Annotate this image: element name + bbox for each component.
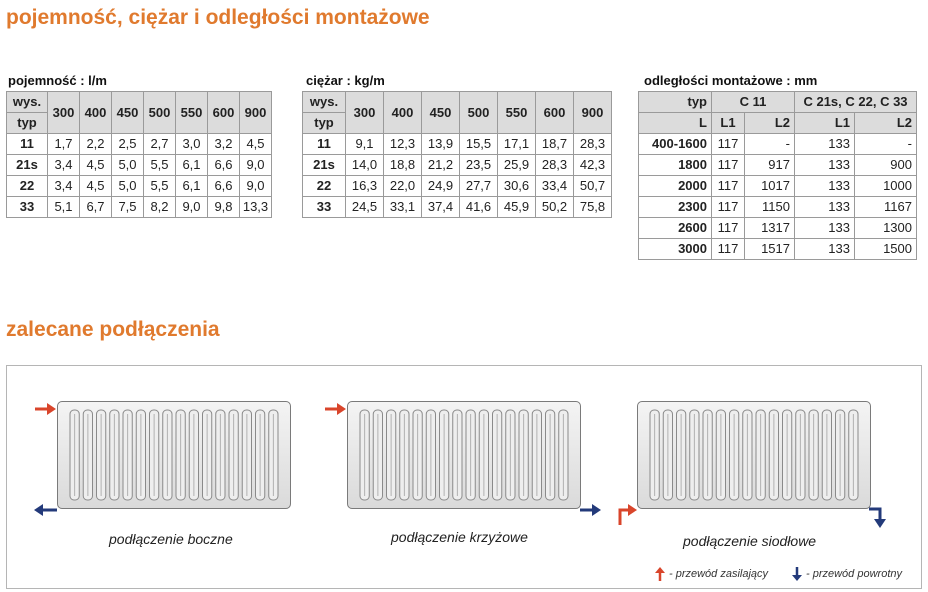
cell: 6,7 bbox=[80, 197, 112, 218]
cell: 1000 bbox=[855, 176, 917, 197]
col-header: 450 bbox=[422, 92, 460, 134]
row-l: 3000 bbox=[639, 239, 712, 260]
cell: 13,9 bbox=[422, 134, 460, 155]
cell: 12,3 bbox=[384, 134, 422, 155]
cell: 37,4 bbox=[422, 197, 460, 218]
row-l: 2300 bbox=[639, 197, 712, 218]
col-header: 300 bbox=[48, 92, 80, 134]
row-type: 22 bbox=[7, 176, 48, 197]
cell: 28,3 bbox=[536, 155, 574, 176]
table-row bbox=[7, 197, 272, 218]
table-row bbox=[303, 197, 612, 218]
cell: 3,0 bbox=[176, 134, 208, 155]
supply-legend-label: - przewód zasilający bbox=[669, 568, 769, 580]
cell: 25,9 bbox=[498, 155, 536, 176]
side-connection-label: podłączenie boczne bbox=[109, 531, 233, 547]
col-header: 300 bbox=[346, 92, 384, 134]
row-l: 2600 bbox=[639, 218, 712, 239]
cell: 2,2 bbox=[80, 134, 112, 155]
cell: 3,2 bbox=[208, 134, 240, 155]
cell: 3,4 bbox=[48, 176, 80, 197]
cell: 50,2 bbox=[536, 197, 574, 218]
row-type: 21s bbox=[7, 155, 48, 176]
row-l: 2000 bbox=[639, 176, 712, 197]
row-type: 11 bbox=[303, 134, 346, 155]
table-row bbox=[303, 155, 612, 176]
cell: - bbox=[745, 134, 795, 155]
cell: 6,1 bbox=[176, 155, 208, 176]
cell: 33,4 bbox=[536, 176, 574, 197]
col-header: 550 bbox=[498, 92, 536, 134]
cell: 7,5 bbox=[112, 197, 144, 218]
row-l: 1800 bbox=[639, 155, 712, 176]
cell: 9,1 bbox=[346, 134, 384, 155]
cell: 8,2 bbox=[144, 197, 176, 218]
cell: 1017 bbox=[745, 176, 795, 197]
cell: 27,7 bbox=[460, 176, 498, 197]
cell: 33,1 bbox=[384, 197, 422, 218]
col-header: 400 bbox=[384, 92, 422, 134]
cell: 6,1 bbox=[176, 176, 208, 197]
connections-panel bbox=[6, 365, 922, 589]
table-row bbox=[639, 239, 917, 260]
col-header: 900 bbox=[240, 92, 272, 134]
cell: 5,0 bbox=[112, 176, 144, 197]
cell: 4,5 bbox=[80, 155, 112, 176]
cell: 9,0 bbox=[176, 197, 208, 218]
cell: 1500 bbox=[855, 239, 917, 260]
cell: 2,7 bbox=[144, 134, 176, 155]
cell: 16,3 bbox=[346, 176, 384, 197]
radiator-side bbox=[57, 401, 291, 509]
table-row bbox=[639, 155, 917, 176]
cell: 17,1 bbox=[498, 134, 536, 155]
cell: 133 bbox=[795, 218, 855, 239]
cell: 1317 bbox=[745, 218, 795, 239]
corner-bottom: typ bbox=[7, 113, 48, 134]
cell: 6,6 bbox=[208, 155, 240, 176]
cell: 22,0 bbox=[384, 176, 422, 197]
cell: 42,3 bbox=[574, 155, 612, 176]
cell: 24,5 bbox=[346, 197, 384, 218]
corner-top: wys. bbox=[7, 92, 48, 113]
col-header: 600 bbox=[536, 92, 574, 134]
supply-arrow-icon bbox=[325, 402, 347, 421]
cell: 45,9 bbox=[498, 197, 536, 218]
sub-col: L1 bbox=[795, 113, 855, 134]
row-type: 22 bbox=[303, 176, 346, 197]
return-legend-icon bbox=[792, 567, 802, 586]
cell: 133 bbox=[795, 155, 855, 176]
l-label: L bbox=[639, 113, 712, 134]
row-l: 400-1600 bbox=[639, 134, 712, 155]
cell: 133 bbox=[795, 134, 855, 155]
cell: 133 bbox=[795, 176, 855, 197]
cell: 5,0 bbox=[112, 155, 144, 176]
cell: 9,0 bbox=[240, 176, 272, 197]
sub-col: L1 bbox=[712, 113, 745, 134]
row-type: 11 bbox=[7, 134, 48, 155]
table-row bbox=[639, 197, 917, 218]
table-row bbox=[303, 134, 612, 155]
mounting-table bbox=[638, 91, 917, 260]
cell: 15,5 bbox=[460, 134, 498, 155]
cell: 5,5 bbox=[144, 176, 176, 197]
cell: 117 bbox=[712, 176, 745, 197]
radiator-bottom bbox=[637, 401, 871, 509]
cell: 1,7 bbox=[48, 134, 80, 155]
cell: 117 bbox=[712, 239, 745, 260]
return-arrow-icon bbox=[33, 503, 57, 522]
table-row bbox=[7, 176, 272, 197]
cell: 1150 bbox=[745, 197, 795, 218]
cell: 28,3 bbox=[574, 134, 612, 155]
weight-table bbox=[302, 91, 612, 218]
sub-col: L2 bbox=[855, 113, 917, 134]
col-header: 600 bbox=[208, 92, 240, 134]
table-row bbox=[303, 176, 612, 197]
cell: 117 bbox=[712, 155, 745, 176]
cell: 9,0 bbox=[240, 155, 272, 176]
cell: 6,6 bbox=[208, 176, 240, 197]
weight-title: ciężar : kg/m bbox=[306, 73, 385, 88]
cell: 18,8 bbox=[384, 155, 422, 176]
capacity-title: pojemność : l/m bbox=[8, 73, 107, 88]
cell: 4,5 bbox=[240, 134, 272, 155]
table-row bbox=[639, 134, 917, 155]
page-title: pojemność, ciężar i odległości montażowe bbox=[6, 6, 430, 29]
cell: 5,1 bbox=[48, 197, 80, 218]
supply-arrow-icon bbox=[35, 402, 57, 421]
table-row bbox=[7, 155, 272, 176]
supply-legend-icon bbox=[655, 567, 665, 586]
typ-label: typ bbox=[639, 92, 712, 113]
supply-arrow-icon bbox=[617, 501, 639, 530]
capacity-table bbox=[6, 91, 272, 218]
cell: 18,7 bbox=[536, 134, 574, 155]
cell: 1300 bbox=[855, 218, 917, 239]
group-c21-c22-c33: C 21s, C 22, C 33 bbox=[795, 92, 917, 113]
group-c11: C 11 bbox=[712, 92, 795, 113]
cell: 133 bbox=[795, 239, 855, 260]
row-type: 33 bbox=[303, 197, 346, 218]
return-legend-label: - przewód powrotny bbox=[806, 568, 902, 580]
cell: 50,7 bbox=[574, 176, 612, 197]
cell: 5,5 bbox=[144, 155, 176, 176]
cell: 917 bbox=[745, 155, 795, 176]
sub-col: L2 bbox=[745, 113, 795, 134]
cell: 133 bbox=[795, 197, 855, 218]
cell: 117 bbox=[712, 218, 745, 239]
col-header: 500 bbox=[144, 92, 176, 134]
cell: 1167 bbox=[855, 197, 917, 218]
corner-top: wys. bbox=[303, 92, 346, 113]
cell: 24,9 bbox=[422, 176, 460, 197]
cell: 3,4 bbox=[48, 155, 80, 176]
cell: 41,6 bbox=[460, 197, 498, 218]
cross-connection-label: podłączenie krzyżowe bbox=[391, 529, 528, 545]
col-header: 550 bbox=[176, 92, 208, 134]
bottom-connection-label: podłączenie siodłowe bbox=[683, 533, 817, 549]
connections-title: zalecane podłączenia bbox=[6, 318, 220, 341]
mounting-title: odległości montażowe : mm bbox=[644, 73, 818, 88]
cell: 2,5 bbox=[112, 134, 144, 155]
cell: 4,5 bbox=[80, 176, 112, 197]
cell: 21,2 bbox=[422, 155, 460, 176]
radiator-cross bbox=[347, 401, 581, 509]
row-type: 21s bbox=[303, 155, 346, 176]
col-header: 400 bbox=[80, 92, 112, 134]
cell: 30,6 bbox=[498, 176, 536, 197]
cell: 14,0 bbox=[346, 155, 384, 176]
cell: - bbox=[855, 134, 917, 155]
col-header: 900 bbox=[574, 92, 612, 134]
cell: 117 bbox=[712, 134, 745, 155]
cell: 1517 bbox=[745, 239, 795, 260]
table-row bbox=[639, 218, 917, 239]
row-type: 33 bbox=[7, 197, 48, 218]
cell: 9,8 bbox=[208, 197, 240, 218]
cell: 23,5 bbox=[460, 155, 498, 176]
table-row bbox=[639, 176, 917, 197]
corner-bottom: typ bbox=[303, 113, 346, 134]
cell: 117 bbox=[712, 197, 745, 218]
cell: 13,3 bbox=[240, 197, 272, 218]
cell: 75,8 bbox=[574, 197, 612, 218]
col-header: 450 bbox=[112, 92, 144, 134]
return-arrow-icon bbox=[869, 506, 891, 535]
cell: 900 bbox=[855, 155, 917, 176]
col-header: 500 bbox=[460, 92, 498, 134]
return-arrow-icon bbox=[580, 503, 602, 522]
table-row bbox=[7, 134, 272, 155]
